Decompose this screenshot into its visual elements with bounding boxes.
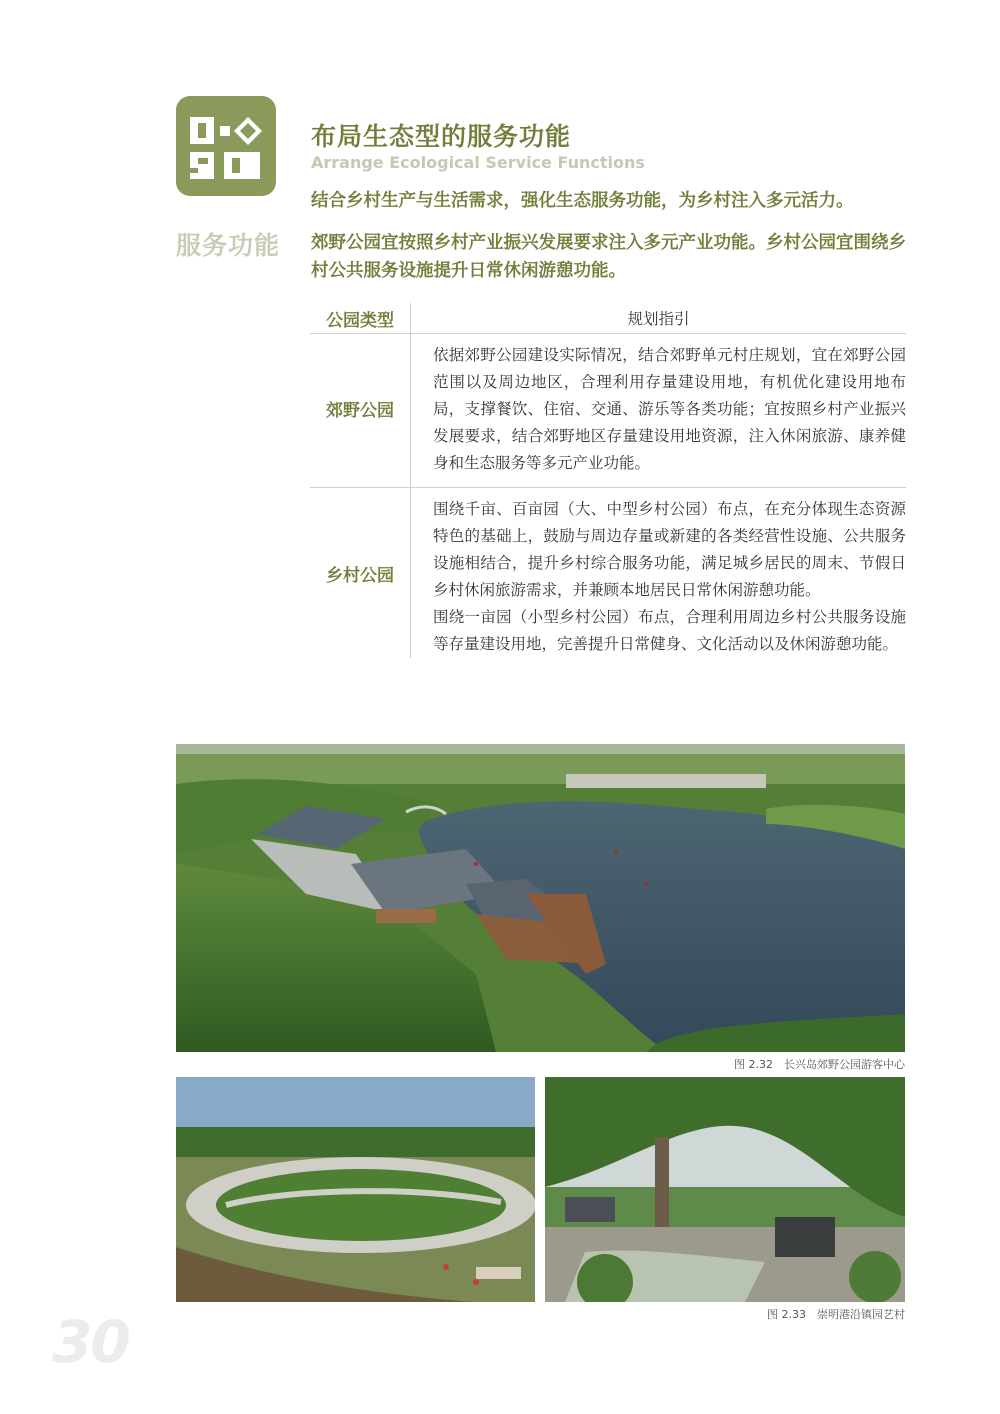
park-type-cell: 郊野公园 — [310, 334, 411, 488]
guide-text: 围绕一亩园（小型乡村公园）布点，合理利用周边乡村公共服务设施等存量建设用地，完善提升日常健身、文化活动以及休闲游憩功能。 — [433, 608, 906, 653]
garden-photo-illustration — [176, 1077, 535, 1302]
page-title: 布局生态型的服务功能 — [311, 122, 572, 151]
guidance-table — [310, 303, 906, 658]
column-header-type: 公园类型 — [310, 303, 411, 334]
table-row — [310, 334, 906, 488]
lead-paragraph-2: 郊野公园宜按照乡村产业振兴发展要求注入多元产业功能。乡村公园宜围绕乡村公共服务设施提升日常休闲游憩功能。 — [311, 233, 906, 281]
figure-caption: 图 2.32 长兴岛郊野公园游客中心 — [734, 1058, 905, 1071]
guide-text: 依据郊野公园建设实际情况，结合郊野单元村庄规划，宜在郊野公园范围以及周边地区，合理利用存量建设用地，有机优化建设用地布局，支撑餐饮、住宿、交通、游乐等各类功能；宜按照乡村产业振兴发展要求，结合郊野地区存量建设用地资源，注入休闲旅游、康养健身和生态服务等多元产业功能。 — [433, 346, 906, 472]
section-icon — [176, 96, 276, 196]
park-type-cell: 乡村公园 — [310, 488, 411, 659]
page-number: 30 — [52, 1308, 129, 1376]
side-label: 服务功能 — [176, 231, 281, 260]
function-blocks-icon — [176, 96, 276, 196]
visitor-center-aerial-photo — [176, 744, 905, 1052]
table-header-row — [310, 303, 906, 334]
guide-cell — [411, 488, 907, 659]
guide-text: 围绕千亩、百亩园（大、中型乡村公园）布点，在充分体现生态资源特色的基础上，鼓励与周边存量或新建的各类经营性设施、公共服务设施相结合，提升乡村综合服务功能，满足城乡居民的周末、节假日乡村休闲旅游需求，并兼顾本地居民日常休闲游憩功能。 — [433, 500, 906, 599]
aerial-photo-illustration — [176, 744, 905, 1052]
column-header-guide: 规划指引 — [411, 303, 907, 334]
lead-paragraph-1: 结合乡村生产与生活需求，强化生态服务功能，为乡村注入多元活力。 — [311, 191, 854, 211]
garden-photo — [176, 1077, 535, 1302]
figure-caption: 图 2.33 崇明港沿镇园艺村 — [767, 1308, 905, 1321]
table-row — [310, 488, 906, 659]
village-photo-illustration — [545, 1077, 905, 1302]
guide-cell — [411, 334, 907, 488]
page-subtitle-en: Arrange Ecological Service Functions — [311, 153, 645, 172]
village-photo — [545, 1077, 905, 1302]
